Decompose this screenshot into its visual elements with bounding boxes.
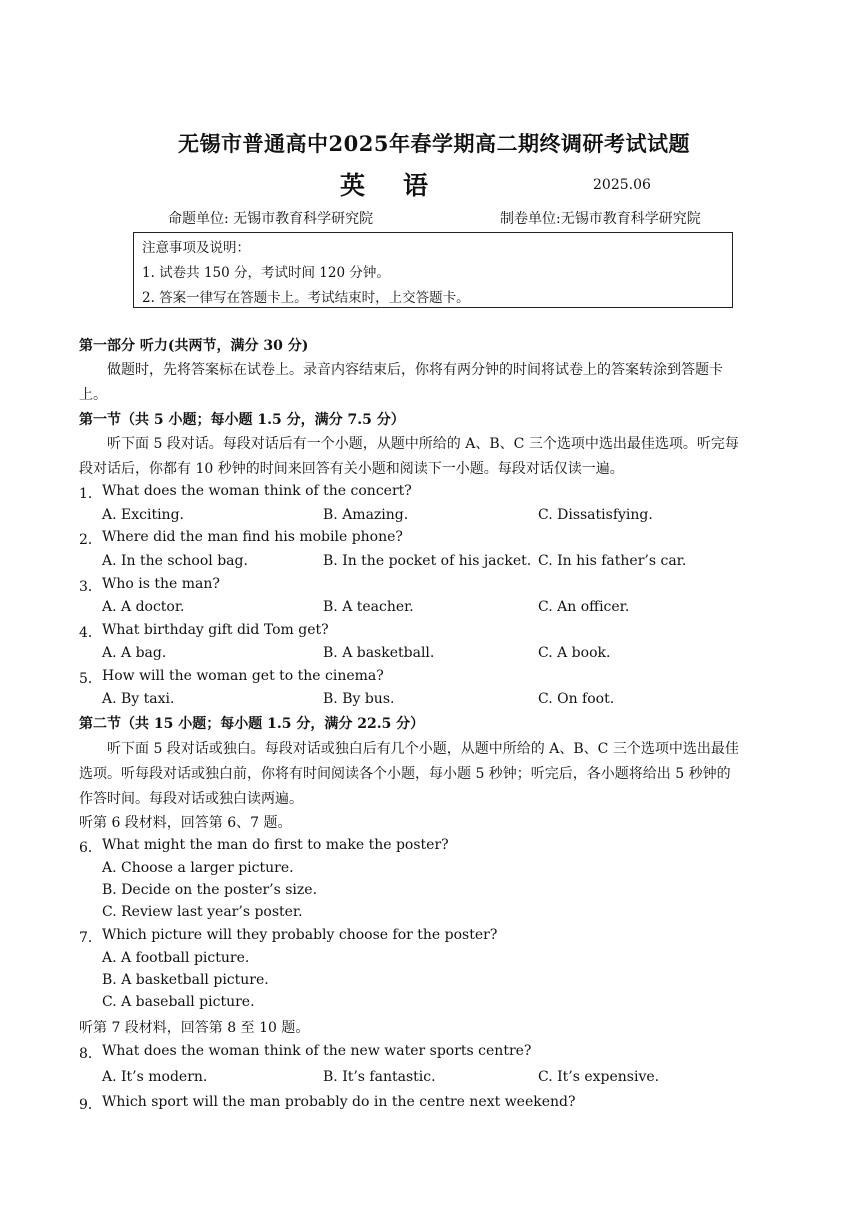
section1-instruction: 段对话后，你都有 10 秒钟的时间来回答有关小题和阅读下一小题。每段对话仅读一遍。 (79, 461, 624, 477)
question-text: Which picture will they probably choose for the poster? (102, 927, 498, 943)
option-c: C. A baseball picture. (102, 994, 255, 1010)
question-text: Where did the man find his mobile phone? (102, 529, 403, 545)
option-c: C. A book. (538, 645, 611, 661)
option-a: A. In the school bag. (102, 553, 248, 569)
material-6-prompt: 听第 6 段材料，回答第 6、7 题。 (79, 815, 292, 831)
question-text: What might the man do first to make the poster? (102, 837, 449, 853)
part1-instruction: 上。 (79, 387, 107, 403)
notice-heading: 注意事项及说明： (142, 240, 250, 256)
question-number: 5． (79, 671, 102, 687)
option-a: A. It’s modern. (102, 1069, 208, 1085)
exam-title: 无锡市普通高中2025年春学期高二期终调研考试试题 (178, 131, 690, 156)
question-number: 2． (79, 532, 102, 548)
option-b: B. Decide on the poster’s size. (102, 882, 318, 898)
option-b: B. A teacher. (323, 599, 414, 615)
setter-unit: 命题单位: 无锡市教育科学研究院 (168, 211, 374, 227)
question-text: Which sport will the man probably do in the centre next weekend? (102, 1094, 576, 1110)
option-b: B. It’s fantastic. (323, 1069, 436, 1085)
section2-instruction: 听下面 5 段对话或独白。每段对话或独白后有几个小题，从题中所给的 A、B、C 三个选项中选出最佳 (107, 741, 739, 757)
option-a: A. A bag. (102, 645, 167, 661)
question-number: 6． (79, 840, 102, 856)
option-c: C. Dissatisfying. (538, 507, 653, 523)
question-text: How will the woman get to the cinema? (102, 668, 384, 684)
maker-unit: 制卷单位:无锡市教育科学研究院 (500, 211, 701, 227)
option-a: A. By taxi. (102, 691, 175, 707)
section1-instruction: 听下面 5 段对话。每段对话后有一个小题，从题中所给的 A、B、C 三个选项中选出最佳选项。听完每 (107, 436, 739, 452)
question-number: 1． (79, 486, 102, 502)
option-c: C. In his father’s car. (538, 553, 687, 569)
question-text: What does the woman think of the new water sports centre? (102, 1043, 532, 1059)
question-number: 7． (79, 930, 102, 946)
subject-name: 英语 (340, 171, 467, 200)
section2-instruction: 作答时间。每段对话或独白读两遍。 (79, 791, 303, 807)
question-text: What birthday gift did Tom get? (102, 622, 329, 638)
section2-instruction: 选项。听每段对话或独白前，你将有时间阅读各个小题，每小题 5 秒钟；听完后，各小题将给出 5 秒钟的 (79, 766, 731, 782)
option-b: B. A basketball. (323, 645, 435, 661)
material-7-prompt: 听第 7 段材料，回答第 8 至 10 题。 (79, 1020, 310, 1036)
notice-box (133, 232, 733, 308)
option-b: B. Amazing. (323, 507, 409, 523)
question-number: 4． (79, 625, 102, 641)
option-b: B. By bus. (323, 691, 395, 707)
option-c: C. An officer. (538, 599, 630, 615)
option-a: A. Choose a larger picture. (102, 860, 294, 876)
question-text: Who is the man? (102, 576, 220, 592)
section1-heading: 第一节（共 5 小题；每小题 1.5 分，满分 7.5 分） (79, 412, 405, 428)
option-a: A. A doctor. (102, 599, 185, 615)
option-c: C. On foot. (538, 691, 615, 707)
notice-item: 1. 试卷共 150 分，考试时间 120 分钟。 (142, 265, 390, 281)
option-b: B. A basketball picture. (102, 972, 269, 988)
option-b: B. In the pocket of his jacket. (323, 553, 532, 569)
exam-date: 2025.06 (593, 177, 651, 193)
question-number: 3． (79, 579, 102, 595)
part1-instruction: 做题时，先将答案标在试卷上。录音内容结束后，你将有两分钟的时间将试卷上的答案转涂到答题卡 (107, 362, 723, 378)
option-c: C. Review last year’s poster. (102, 904, 303, 920)
option-c: C. It’s expensive. (538, 1069, 660, 1085)
option-a: A. A football picture. (102, 950, 250, 966)
option-a: A. Exciting. (102, 507, 184, 523)
notice-item: 2. 答案一律写在答题卡上。考试结束时，上交答题卡。 (142, 290, 470, 306)
question-number: 8． (79, 1046, 102, 1062)
section2-heading: 第二节（共 15 小题；每小题 1.5 分，满分 22.5 分） (79, 716, 425, 732)
question-text: What does the woman think of the concert? (102, 483, 412, 499)
part1-heading: 第一部分 听力(共两节，满分 30 分) (79, 338, 309, 354)
question-number: 9． (79, 1097, 102, 1113)
